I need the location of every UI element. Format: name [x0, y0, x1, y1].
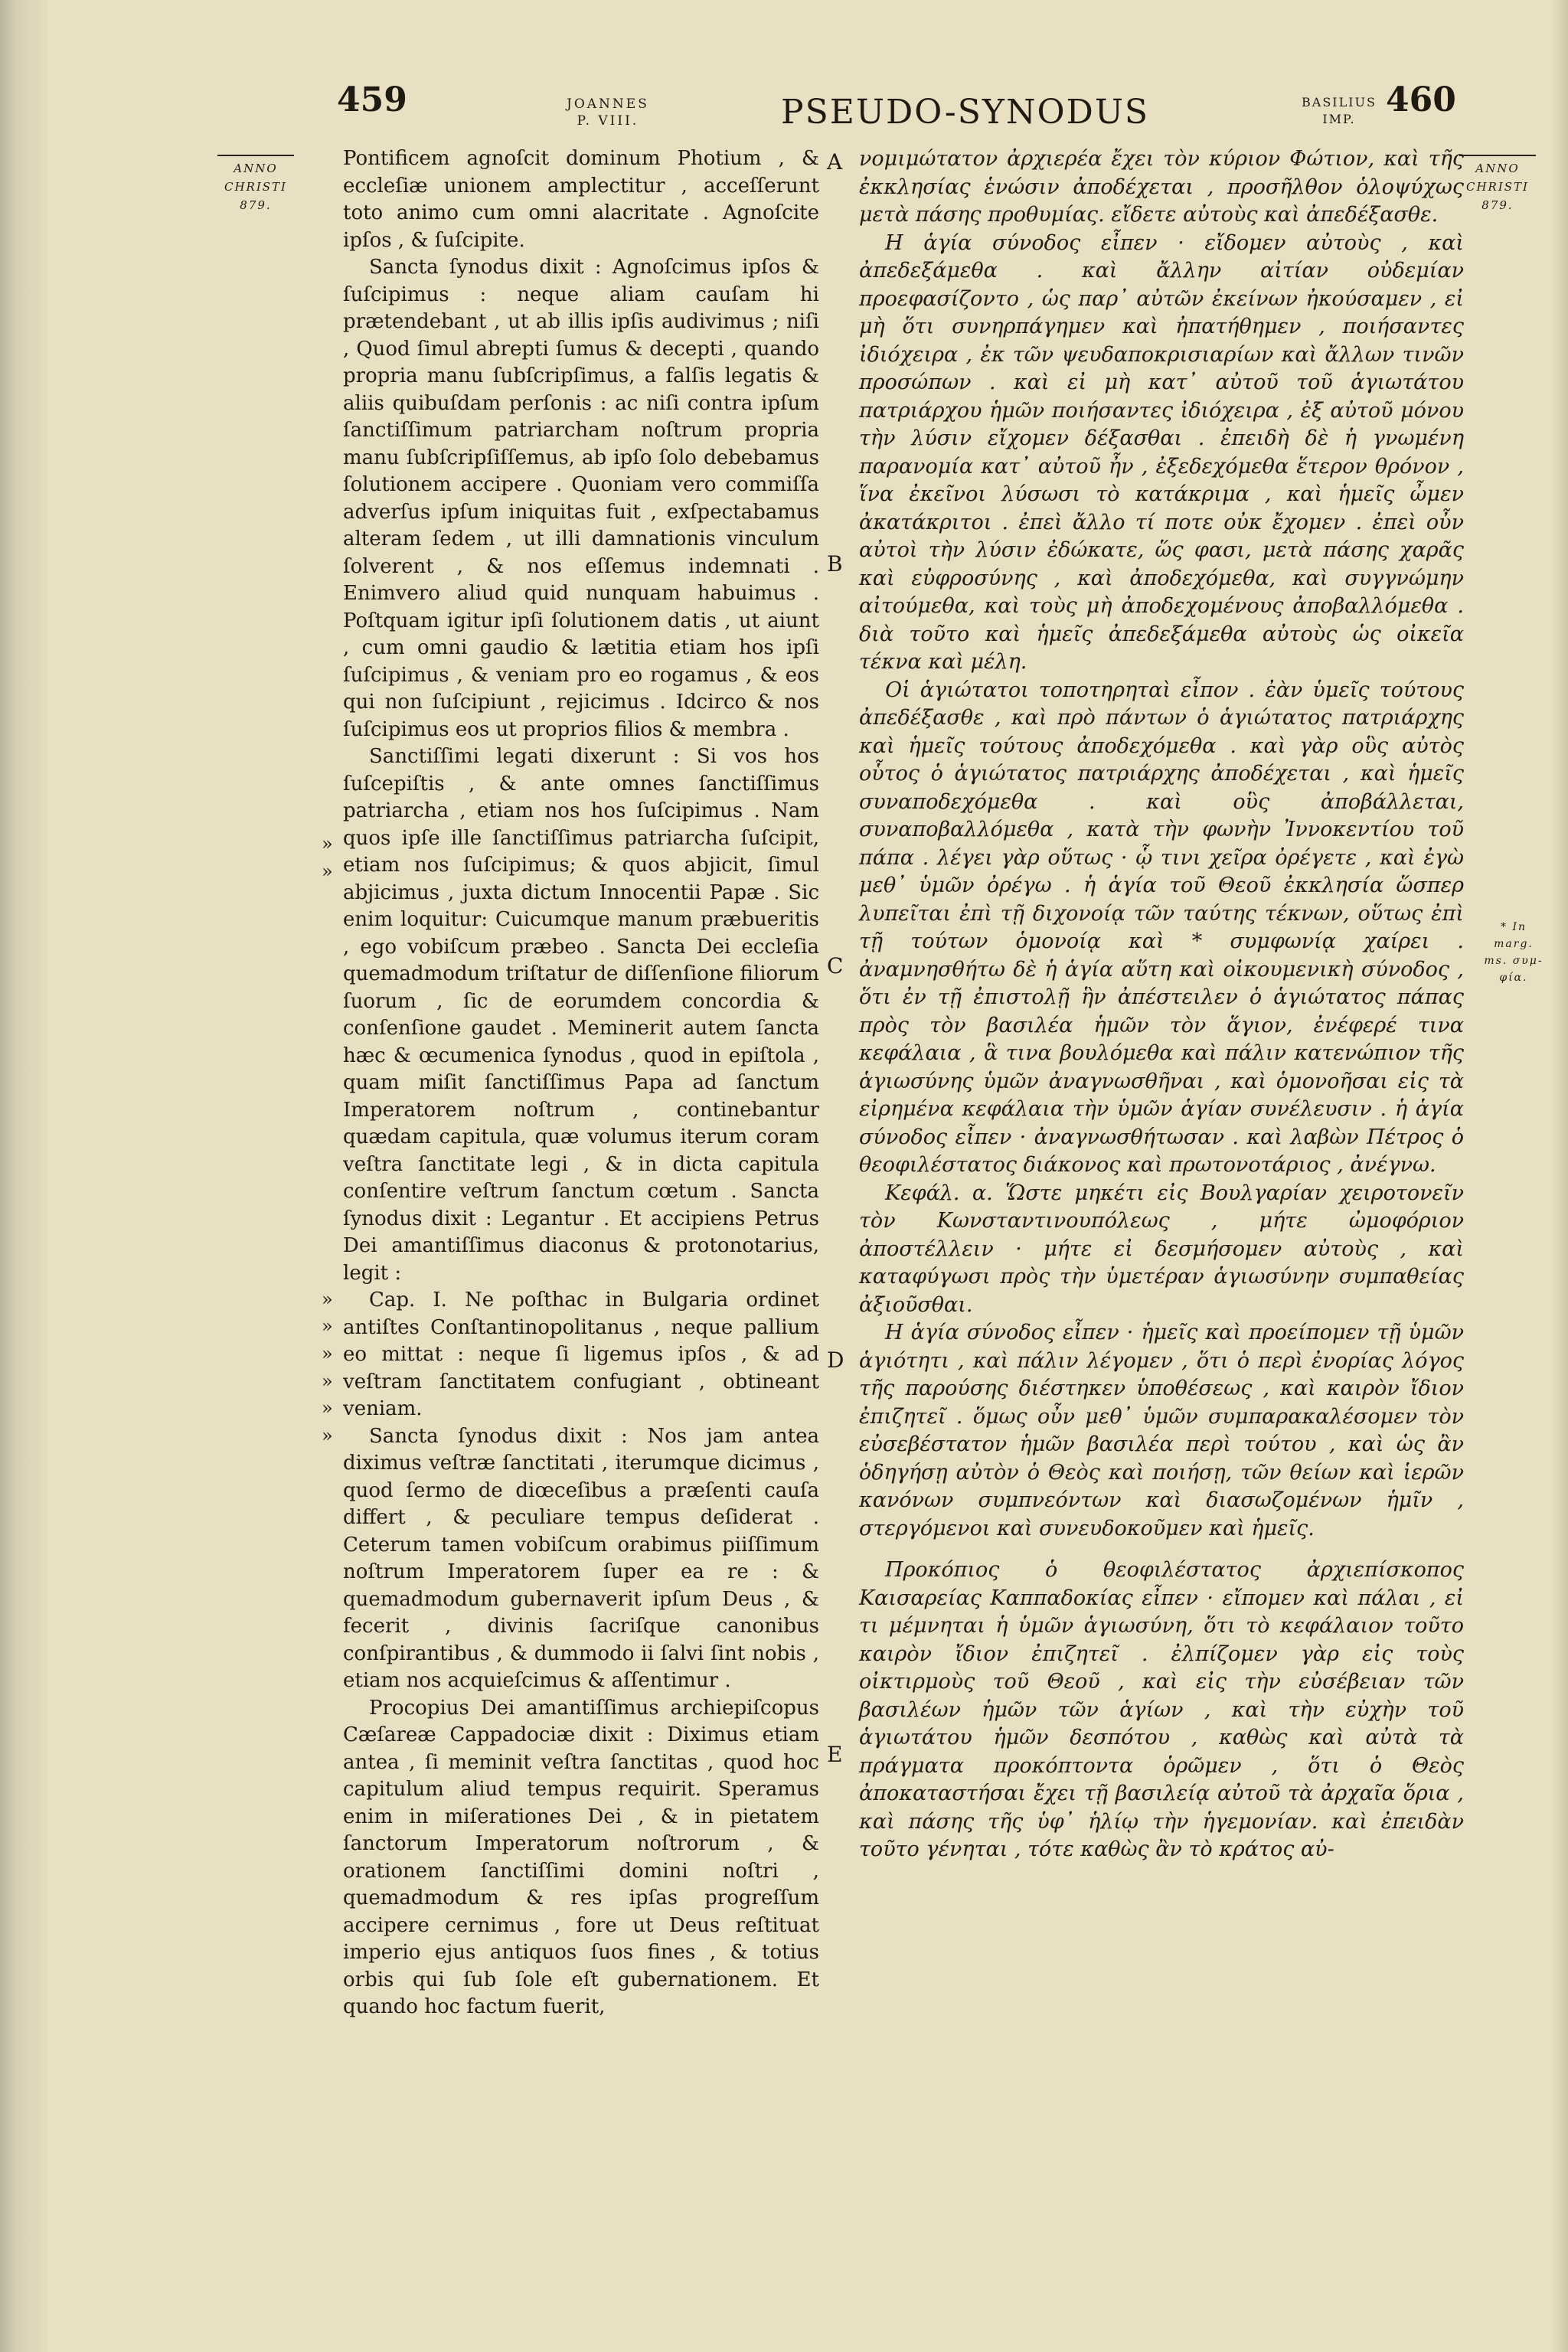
quote-mark: »: [322, 1425, 333, 1446]
basilius-name: BASILIUS: [1302, 95, 1377, 109]
margin-anno: ANNO: [234, 162, 278, 175]
margin-note-variant: [1479, 919, 1548, 986]
page-binding-edge: [0, 0, 47, 2352]
greek-chapter-1: Κεφάλ. α. Ὥστε μηκέτι εἰς Βουλγαρίαν χειροτονεῖν τὸν Κωνσταντινουπόλεως , μήτε ὠμοφόριον ἀποστέλλειν · μήτε εἰ δεσμήσομεν αὐτοὺς , καὶ καταφύγωσι πρὸς τὴν ὑμετέραν ἁγιωσύνην συμπαθείας ἀξιοῦσθαι.: [859, 1181, 1464, 1317]
latin-paragraph: Sanctiſſimi legati dixerunt : Si vos hos ſuſcepiſtis , & ante omnes ſanctiſſimus patriarcha , etiam nos hos ſuſcipimus . Nam quos ipſe ille ſanctiſſimus patriarcha ſuſcipit, etiam nos ſuſcipimus; & quos abjicit, ſimul abjicimus , juxta dictum Innocentii Papæ . Sic enim loquitur: Cuicumque manum præbueritis , ego vobiſcum præbeo . Sancta Dei eccleſia quemadmodum triſtatur de diſſenſione filiorum ſuorum , ſic de eorumdem concordia & conſenſione gaudet . Meminerit autem ſancta hæc & œcumenica ſynodus , quod in epiſtola , quam miſit ſanctiſſimus Papa ad ſanctum Imperatorem noſtrum , continebantur quædam capitula, quæ volumus iterum coram veſtra ſanctitate legi , & in dicta capitula conſentire veſtrum ſanctum cœtum . Sancta ſynodus dixit : Legantur . Et accipiens Petrus Dei amantiſſimus diaconus & protonotarius, legit :: [343, 745, 819, 1285]
greek-paragraph: Η ἁγία σύνοδος εἶπεν · εἴδομεν αὐτοὺς , καὶ ἀπεδεξάμεθα . καὶ ἄλλην αἰτίαν οὐδεμίαν προεφασίζοντο , ὡς παρ᾽ αὐτῶν ἐκείνων ἠκούσαμεν , εἰ μὴ ὅτι συνηρπάγημεν καὶ ἠπατήθημεν , ποιήσαντες ἰδιόχειρα , ἐκ τῶν ψευδαποκρισιαρίων καὶ ἄλλων τινῶν προσώπων . καὶ εἰ μὴ κατ᾽ αὐτοῦ τοῦ ἁγιωτάτου πατριάρχου ἡμῶν ποιήσαντες ἰδιόχειρα , ἐξ αὐτοῦ μόνου τὴν λύσιν εἴχομεν δέξασθαι . ἐπειδὴ δὲ ἡ γνωμένη παρανομία κατ᾽ αὐτοῦ ἦν , ἐξεδεχόμεθα ἕτερον θρόνον , ἵνα ἐκεῖνοι λύσωσι τὸ κατάκριμα , καὶ ἡμεῖς ὦμεν ἀκατάκριτοι . ἐπεὶ ἄλλο τί ποτε οὐκ ἔχομεν . ἐπεὶ οὖν αὐτοὶ τὴν λύσιν ἐδώκατε, ὥς φασι, μετὰ πάσης χαρᾶς καὶ εὐφροσύνης , καὶ ἀποδεχόμεθα, καὶ συγγνώμην αἰτούμεθα, καὶ τοὺς μὴ ἀποδεχομένους ἀποβαλλόμεθα . διὰ τοῦτο καὶ ἡμεῖς ἀπεδεξάμεθα αὐτοὺς ὡς οἰκεῖα τέκνα καὶ μέλη.: [859, 230, 1464, 674]
section-letter-b: B: [827, 551, 843, 577]
variant-line: φία.: [1499, 972, 1528, 984]
header-joannes: [567, 96, 649, 129]
variant-line: ms. συμ-: [1484, 955, 1544, 967]
quote-mark: »: [322, 1370, 333, 1392]
margin-date-left: [214, 153, 297, 214]
variant-line: * In marg.: [1494, 921, 1534, 950]
section-letter-e: E: [827, 1742, 843, 1767]
latin-paragraph: Pontificem agnoſcit dominum Photium , & eccleſiæ unionem amplectitur , acceſſerunt toto animo cum omni alacritate . Agnoſcite ipſos , & ſuſcipite.: [343, 147, 819, 252]
section-letter-c: C: [827, 953, 844, 978]
quote-mark: »: [322, 1315, 333, 1337]
margin-date-right: [1456, 153, 1539, 214]
greek-paragraph: Προκόπιος ὁ θεοφιλέστατος ἀρχιεπίσκοπος Καισαρείας Καππαδοκίας εἶπεν · εἴπομεν καὶ πάλαι , εἰ τι μέμνηται ἡ ὑμῶν ἁγιωσύνη, ὅτι τὸ κεφάλαιον τοῦτο καιρὸν ἴδιον ἐπιζητεῖ . ἐλπίζομεν γὰρ εἰς τοὺς οἰκτιρμοὺς τοῦ Θεοῦ , καὶ εἰς τὴν εὐσέβειαν τῶν βασιλέων ἡμῶν τῶν ἁγίων , καὶ τὴν εὐχὴν τοῦ ἁγιωτάτου ἡμῶν δεσπότου , καθὼς καὶ αὐτὰ τὰ πράγματα προκόπτοντα ὁρῶμεν , ὅτι ὁ Θεὸς ἀποκαταστήσαι ἔχει τῇ βασιλείᾳ αὐτοῦ τὰ ἀρχαῖα ὅρια , καὶ πάσης τῆς ὑφ᾽ ἡλίῳ τὴν ἡγεμονίαν. καὶ ἐπειδὰν τοῦτο γένηται , τότε καθὼς ἂν τὸ κράτος αὐ-: [859, 1558, 1464, 1861]
joannes-title: P. VIII.: [577, 113, 639, 129]
margin-christi: CHRISTI: [1466, 180, 1529, 194]
quote-mark: »: [322, 1289, 333, 1310]
quote-mark: »: [322, 1343, 333, 1364]
page-number-left: 459: [337, 80, 407, 119]
margin-rule: [217, 155, 294, 156]
section-letter-d: D: [827, 1348, 844, 1373]
latin-paragraph: Procopius Dei amantiſſimus archiepiſcopus Cæſareæ Cappadociæ dixit : Diximus etiam antea , ſi meminit veſtra ſanctitas , quod hoc capitulum aliud tempus requirit. Speramus enim in miſerationes Dei , & in pietatem ſanctorum Imperatorum noſtrorum , & orationem ſanctiſſimi domini noſtri , quemadmodum & res ipſas progreſſum accipere cernimus , fore ut Deus reſtituat imperio ejus antiquos ſuos fines , & totius orbis qui ſub ſole eſt gubernationem. Et quando hoc factum fuerit,: [343, 1696, 819, 2018]
quote-mark: »: [322, 861, 333, 882]
margin-year: 879.: [240, 198, 272, 212]
latin-column: [343, 145, 819, 2021]
basilius-title: IMP.: [1322, 112, 1356, 126]
section-letter-a: A: [827, 149, 843, 175]
page-right-edge: [1551, 0, 1568, 2352]
greek-paragraph: νομιμώτατον ἀρχιερέα ἔχει τὸν κύριον Φώτιον, καὶ τῆς ἐκκλησίας ἑνώσιν ἀποδέχεται , προσῆλθον ὁλοψύχως μετὰ πάσης προθυμίας. εἴδετε αὐτοὺς καὶ ἀπεδέξασθε.: [859, 147, 1464, 227]
latin-chapter-1: Cap. I. Ne poſthac in Bulgaria ordinet antiſtes Conſtantinopolitanus , neque pallium eo mittat : neque ſi ligemus ipſos , & ad veſtram ſanctitatem confugiant , obtineant veniam.: [343, 1289, 819, 1420]
margin-anno: ANNO: [1475, 162, 1520, 175]
quote-mark: »: [322, 833, 333, 854]
header-basilius: [1302, 94, 1377, 128]
latin-paragraph: Sancta ſynodus dixit : Agnoſcimus ipſos & ſuſcipimus : neque aliam cauſam hi prætendebant , ut ab illis ipſis audivimus ; niſi , Quod ſimul abrepti ſumus & decepti , quando propria manu ſubſcripſimus, a falſis legatis & aliis quibuſdam perſonis : ac niſi contra ipſum ſanctiſſimum patriarcham noſtrum propria manu ſubſcripſiſſemus, ab ipſo ſolo debebamus ſolutionem accipere . Quoniam vero commiſſa adverſus ipſum iniquitas fuit , exſpectabamus alteram ſedem , ut illi damnationis vinculum ſolverent , & nos eſſemus indemnati . Enimvero aliud quid nunquam habuimus . Poſtquam igitur ipſi ſolutionem datis , ut aiunt , cum omni gaudio & lætitia etiam hos ipſi ſuſcipimus , & veniam pro eo rogamus , & eos qui non ſuſcipiunt , rejicimus . Idcirco & nos ſuſcipimus eos ut proprios filios & membra .: [343, 256, 819, 741]
margin-christi: CHRISTI: [224, 180, 287, 194]
greek-paragraph: Η ἁγία σύνοδος εἶπεν · ἡμεῖς καὶ προείπομεν τῇ ὑμῶν ἁγιότητι , καὶ πάλιν λέγομεν , ὅτι ὁ περὶ ἐνορίας λόγος τῆς παρούσης διέστηκεν ὑποθέσεως , καὶ καιρὸν ἴδιον ἐπιζητεῖ . ὅμως οὖν μεθ᾽ ὑμῶν συμπαρακαλέσομεν τὸν εὐσεβέστατον ἡμῶν βασιλέα περὶ τούτου , καὶ ὡς ἂν ὁδηγήσῃ αὐτὸν ὁ Θεὸς καὶ ποιήσῃ, τῶν θείων καὶ ἱερῶν κανόνων συμπνεόντων καὶ διασωζομένων ἡμῖν , στεργόμενοι καὶ συνευδοκοῦμεν καὶ ἡμεῖς.: [859, 1321, 1464, 1540]
greek-column: [859, 145, 1464, 1864]
margin-year: 879.: [1481, 198, 1514, 212]
header-title: PSEUDO-SYNODUS: [781, 93, 1150, 132]
margin-rule: [1459, 155, 1536, 156]
latin-paragraph: Sancta ſynodus dixit : Nos jam antea diximus veſtræ ſanctitati , iterumque dicimus , quod ſermo de diœceſibus a præſenti cauſa differt , & peculiare tempus deſiderat . Ceterum tamen vobiſcum orabimus piiſſimum noſtrum Imperatorem ſuper ea re : & quemadmodum gubernaverit ipſum Deus , & fecerit , divinis ſacriſque canonibus conſpirantibus , & dummodo ii ſalvi ſint nobis , etiam nos acquieſcimus & aſſentimur .: [343, 1424, 819, 1692]
page-number-right: 460: [1386, 80, 1456, 119]
greek-paragraph: Οἱ ἁγιώτατοι τοποτηρηταὶ εἶπον . ἐὰν ὑμεῖς τούτους ἀπεδέξασθε , καὶ πρὸ πάντων ὁ ἁγιώτατος πατριάρχης καὶ ἡμεῖς τούτους ἀποδεχόμεθα . καὶ γὰρ οὓς αὐτὸς οὗτος ὁ ἁγιώτατος πατριάρχης ἀποδέχεται , καὶ ἡμεῖς συναποδεχόμεθα . καὶ οὓς ἀποβάλλεται, συναποβαλλόμεθα , κατὰ τὴν φωνὴν Ἰννοκεντίου τοῦ πάπα . λέγει γὰρ οὕτως · ᾧ τινι χεῖρα ὀρέγετε , καὶ ἐγὼ μεθ᾽ ὑμῶν ὀρέγω . ἡ ἁγία τοῦ Θεοῦ ἐκκλησία ὥσπερ λυπεῖται ἐπὶ τῇ διχονοίᾳ τῶν ταύτης τέκνων, οὕτως ἐπὶ τῇ τούτων ὁμονοίᾳ καὶ * συμφωνίᾳ χαίρει . ἀναμνησθήτω δὲ ἡ ἁγία αὕτη καὶ οἰκουμενικὴ σύνοδος , ὅτι ἐν τῇ ἐπιστολῇ ἣν ἀπέστειλεν ὁ ἁγιώτατος πάπας πρὸς τὸν βασιλέα ἡμῶν τὸν ἅγιον, ἐνέφερέ τινα κεφάλαια , ἃ τινα βουλόμεθα καὶ πάλιν κατενώπιον τῆς ἁγιωσύνης ὑμῶν ἀναγνωσθῆναι , καὶ ὁμονοῆσαι εἰς τὰ εἰρημένα κεφάλαια τὴν ὑμῶν ἁγίαν συνέλευσιν . ἡ ἁγία σύνοδος εἶπεν · ἀναγνωσθήτωσαν . καὶ λαβὼν Πέτρος ὁ θεοφιλέστατος διάκονος καὶ πρωτονοτάριος , ἀνέγνω.: [859, 678, 1464, 1177]
quote-mark: »: [322, 1397, 333, 1419]
joannes-name: JOANNES: [567, 96, 649, 112]
running-header: [115, 80, 1501, 142]
